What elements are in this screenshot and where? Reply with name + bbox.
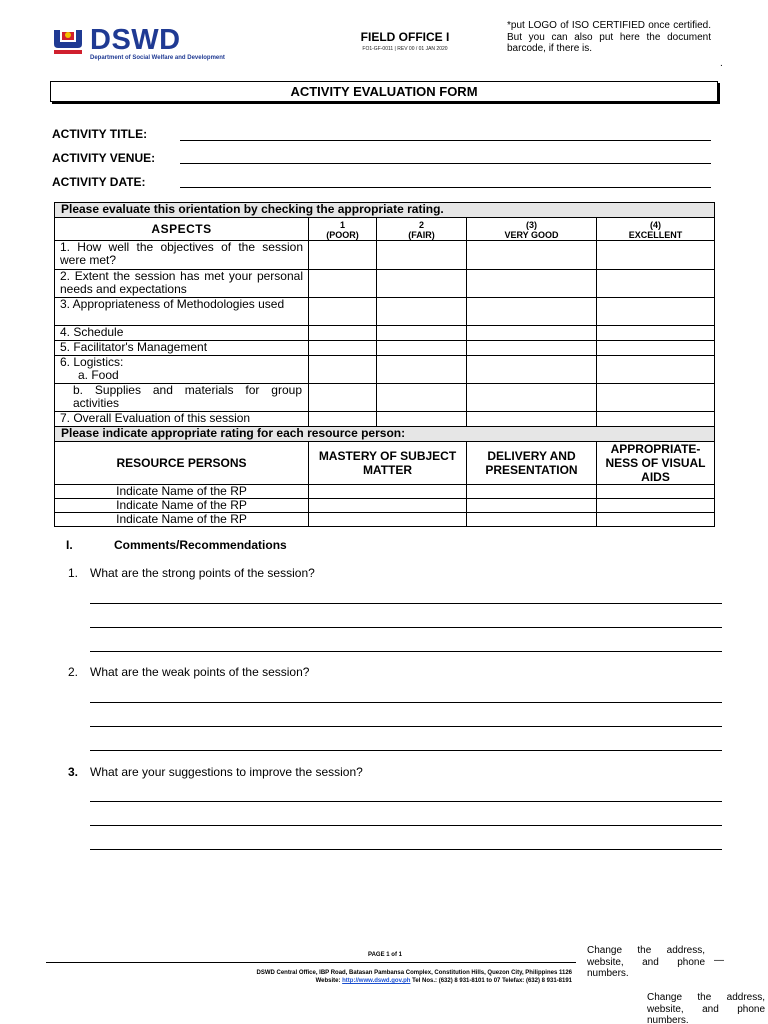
resource-instruction: Please indicate appropriate rating for each resource person: (55, 427, 715, 442)
rating-cell[interactable] (377, 356, 467, 384)
activity-title-input-line[interactable] (180, 140, 711, 141)
rating-cell[interactable] (597, 326, 715, 341)
rp-row (55, 499, 715, 513)
page-number: PAGE 1 of 1 (368, 952, 402, 958)
rating-cell[interactable] (309, 412, 377, 427)
rating-cell[interactable] (309, 356, 377, 384)
change-address-note-duplicate: Change the address, website, and phone numbers. (647, 992, 765, 1024)
rating-header-excellent: (4) EXCELLENT (597, 218, 715, 241)
rating-cell[interactable] (377, 341, 467, 356)
rp-rating-cell[interactable] (467, 485, 597, 499)
rating-cell[interactable] (377, 270, 467, 298)
rating-cell[interactable] (467, 298, 597, 326)
rating-cell[interactable] (597, 341, 715, 356)
aspect-row (55, 270, 715, 298)
aspect-label: 2. Extent the session has met your personal needs and expectations (55, 270, 309, 298)
aspect-row (55, 341, 715, 356)
rating-cell[interactable] (309, 384, 377, 412)
rating-cell[interactable] (377, 384, 467, 412)
aspect-row (55, 241, 715, 270)
rp-rating-cell[interactable] (597, 499, 715, 513)
logo-subtitle: Department of Social Welfare and Development (90, 55, 225, 61)
rp-rating-cell[interactable] (597, 485, 715, 499)
activity-venue-input-line[interactable] (180, 163, 711, 164)
rp-rating-cell[interactable] (309, 513, 467, 527)
activity-date-label: ACTIVITY DATE: (52, 175, 146, 189)
aspect-row (55, 356, 715, 384)
rp-row (55, 485, 715, 499)
rating-cell[interactable] (309, 270, 377, 298)
aspect-sublabel: b. Supplies and materials for group activities (55, 384, 309, 412)
form-code: FO1-GF-0011 | REV 00 / 01 JAN 2020 (362, 46, 448, 52)
answer-line[interactable] (90, 702, 722, 703)
rating-header-very-good: (3) VERY GOOD (467, 218, 597, 241)
rp-header-delivery: DELIVERY AND PRESENTATION (467, 442, 597, 485)
rating-cell[interactable] (377, 412, 467, 427)
rating-header-fair: 2 (FAIR) (377, 218, 467, 241)
rating-cell[interactable] (597, 270, 715, 298)
question-text: What are the weak points of the session? (90, 665, 310, 679)
rating-cell[interactable] (467, 356, 597, 384)
rating-cell[interactable] (467, 384, 597, 412)
evaluation-instruction: Please evaluate this orientation by checking the appropriate rating. (55, 203, 715, 218)
phone-numbers: Tel Nos.: (632) 8 931-8101 to 07 Telefax: (632) 8 931-8191 (410, 978, 572, 984)
rating-cell[interactable] (467, 412, 597, 427)
rp-rating-cell[interactable] (309, 485, 467, 499)
answer-line[interactable] (90, 726, 722, 727)
rating-cell[interactable] (467, 326, 597, 341)
aspect-row (55, 412, 715, 427)
rp-header-visual-aids: APPROPRIATE-NESS OF VISUAL AIDS (597, 442, 715, 485)
aspect-sublabel: a. Food (78, 368, 119, 382)
aspect-label: 4. Schedule (55, 326, 309, 341)
answer-line[interactable] (90, 651, 722, 652)
activity-venue-label: ACTIVITY VENUE: (52, 151, 156, 165)
rating-cell[interactable] (377, 298, 467, 326)
aspect-row (55, 384, 715, 412)
rating-cell[interactable] (309, 241, 377, 270)
rp-name: Indicate Name of the RP (55, 485, 309, 499)
rp-header-mastery: MASTERY OF SUBJECT MATTER (309, 442, 467, 485)
aspect-label: 5. Facilitator's Management (55, 341, 309, 356)
rating-cell[interactable] (597, 412, 715, 427)
rating-cell[interactable] (377, 241, 467, 270)
footer-contact (120, 977, 572, 985)
rp-header-names: RESOURCE PERSONS (55, 442, 309, 485)
dswd-logo (50, 24, 225, 64)
answer-line[interactable] (90, 603, 722, 604)
rating-cell[interactable] (597, 241, 715, 270)
question-number: 2. (68, 665, 79, 679)
answer-line[interactable] (90, 801, 722, 802)
field-office-label: FIELD OFFICE I (360, 30, 450, 44)
rp-rating-cell[interactable] (467, 499, 597, 513)
logo-wordmark: DSWD (90, 24, 181, 56)
rating-cell[interactable] (309, 341, 377, 356)
question-number: 3. (68, 765, 79, 779)
change-note-dash: — (714, 955, 724, 966)
rp-name: Indicate Name of the RP (55, 499, 309, 513)
comments-section-number: I. (66, 538, 73, 552)
rating-cell[interactable] (309, 298, 377, 326)
rp-rating-cell[interactable] (467, 513, 597, 527)
rating-cell[interactable] (467, 270, 597, 298)
answer-line[interactable] (90, 750, 722, 751)
aspect-label: 1. How well the objectives of the session were met? (55, 241, 309, 270)
rating-cell[interactable] (597, 384, 715, 412)
iso-note: *put LOGO of ISO CERTIFIED once certified. But you can also put here the document barcode, if there is. (507, 20, 711, 54)
question-text: What are the strong points of the session? (90, 566, 315, 580)
aspect-row (55, 326, 715, 341)
website-link[interactable]: http://www.dswd.gov.ph (342, 978, 411, 984)
answer-line[interactable] (90, 849, 722, 850)
activity-title-label: ACTIVITY TITLE: (52, 127, 148, 141)
aspect-label-group (55, 356, 309, 384)
aspect-label: 3. Appropriateness of Methodologies used (55, 298, 309, 326)
rp-name: Indicate Name of the RP (55, 513, 309, 527)
rating-header-poor: 1 (POOR) (309, 218, 377, 241)
rating-cell[interactable] (309, 326, 377, 341)
rp-rating-cell[interactable] (309, 499, 467, 513)
footer-address: DSWD Central Office, IBP Road, Batasan Pambansa Complex, Constitution Hills, Quezon City, Philippines 1126 (256, 970, 572, 976)
website-label: Website: (315, 978, 343, 984)
rating-cell[interactable] (597, 298, 715, 326)
aspects-header: ASPECTS (55, 218, 309, 241)
answer-line[interactable] (90, 627, 722, 628)
question-number: 1. (68, 566, 79, 580)
question-text: What are your suggestions to improve the session? (90, 765, 363, 779)
aspect-row (55, 298, 715, 326)
rating-cell[interactable] (377, 326, 467, 341)
rp-rating-cell[interactable] (597, 513, 715, 527)
evaluation-table (54, 202, 715, 527)
aspect-label: 7. Overall Evaluation of this session (55, 412, 309, 427)
comments-section-title: Comments/Recommendations (114, 538, 287, 552)
corner-mark: . (720, 58, 723, 69)
rating-cell[interactable] (467, 241, 597, 270)
activity-date-input-line[interactable] (180, 187, 711, 188)
form-title: ACTIVITY EVALUATION FORM (50, 81, 718, 102)
change-address-note: Change the address, website, and phone numbers. (587, 945, 705, 979)
footer-divider (46, 962, 576, 963)
rating-cell[interactable] (467, 341, 597, 356)
dswd-emblem-icon (50, 26, 86, 58)
rp-row (55, 513, 715, 527)
aspect-label: 6. Logistics: (60, 355, 124, 369)
rating-cell[interactable] (597, 356, 715, 384)
answer-line[interactable] (90, 825, 722, 826)
